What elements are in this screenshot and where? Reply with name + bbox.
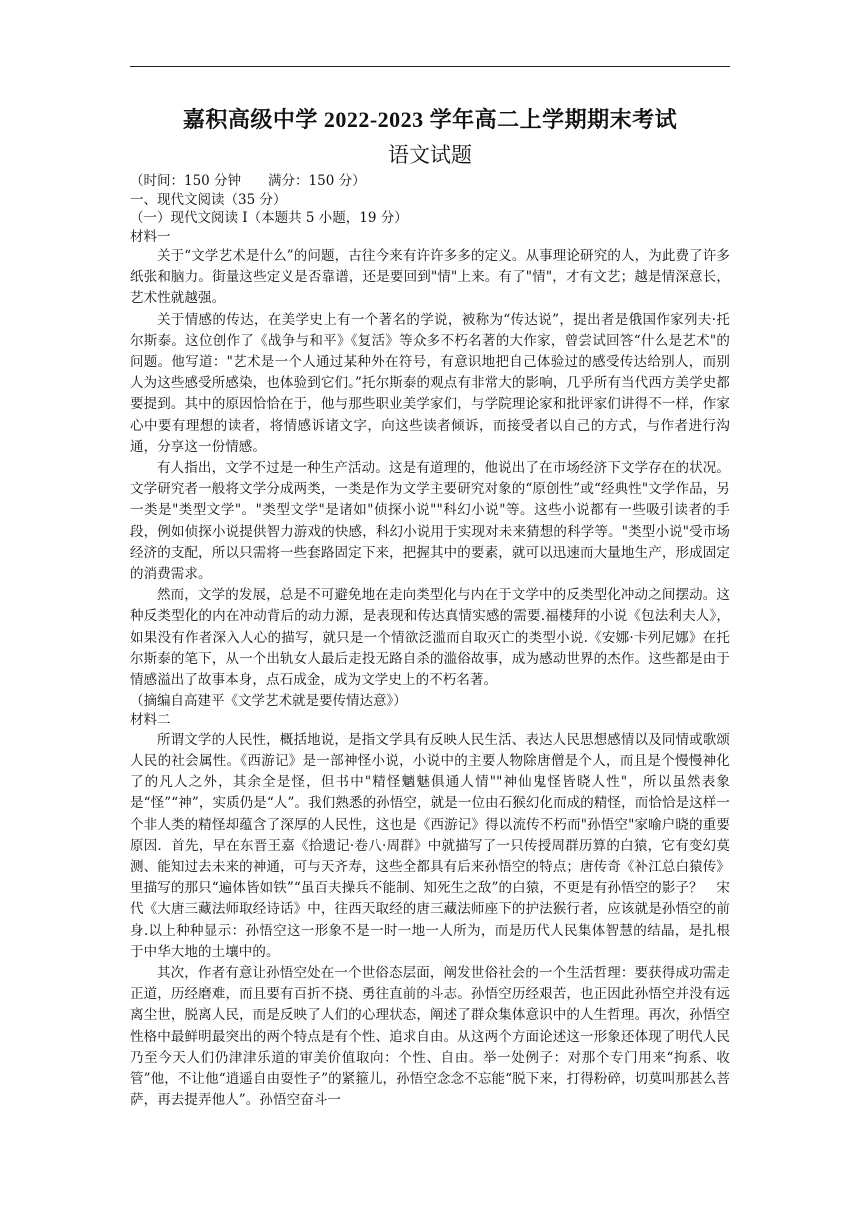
material-1-paragraph: 有人指出，文学不过是一种生产活动。这是有道理的，他说出了在市场经济下文学存在的状况。文学研究者一般将文学分成两类，一类是作为文学主要研究对象的“原创性”或“经典性"文学作品，另一类是"类型文学"。"类型文学"是诸如"侦探小说""科幻小说"等。这些小说都有一些吸引读者的手段，例如侦探小说提供智力游戏的快感，科幻小说用于实现对未来猜想的科学等。"类型小说"受市场经济的支配，所以只需将一些套路固定下来，把握其中的要素，就可以迅速而大量地生产，形成固定的消费需求。 xyxy=(130,460,730,583)
exam-subtitle: 语文试题 xyxy=(388,143,472,167)
material-1-paragraph: 然而，文学的发展，总是不可避免地在走向类型化与内在于文学中的反类型化冲动之间摆动。这种反类型化的内在冲动背后的动力源，是表现和传达真情实感的需要.福楼拜的小说《包法利夫人》，如果没有作者深入人心的描写，就只是一个情欲泛滥而自取灭亡的类型小说.《安娜·卡列尼娜》在托尔斯泰的笔下，从一个出轨女人最后走投无路自杀的滥俗故事，成为感动世界的杰作。这些都是由于情感溢出了故事本身，点石成金，成为文学史上的不朽名著。 xyxy=(130,587,730,689)
exam-title: 嘉积高级中学 2022-2023 学年高二上学期期末考试 xyxy=(182,107,678,132)
material-1-paragraph: 关于情感的传达，在美学史上有一个著名的学说，被称为“传达说”，提出者是俄国作家列夫·托尔斯泰。这位创作了《战争与和平》《复活》等众多不朽名著的大作家，曾尝试回答“什么是艺术"的问题。他写道："艺术是一个人通过某种外在符号，有意识地把自己体验过的感受传达给别人，而别人为这些感受所感染，也体验到它们。”托尔斯泰的观点有非常大的影响，几乎所有当代西方美学史都要提到。其中的原因恰恰在于，他与那些职业美学家们，与学院理论家和批评家们讲得不一样，作家心中要有理想的读者，将情感诉诸文字，向这些读者倾诉，而接受者以自己的方式，与作者进行沟通，分享这一份情感。 xyxy=(130,311,730,455)
material-2-paragraph: 所谓文学的人民性，概括地说，是指文学具有反映人民生活、表达人民思想感情以及同情或歌颂人民的社会属性。《西游记》是一部神怪小说，小说中的主要人物除唐僧是个人，而且是个慢慢神化了的凡人之外，其余全是怪，但书中"精怪魑魅俱通人情""神仙鬼怪皆晓人性"，所以虽然表象是“怪”“神”，实质仍是“人”。我们熟悉的孙悟空，就是一位由石猴幻化而成的精怪，而恰恰是这样一个非人类的精怪却蕴含了深厚的人民性，这也是《西游记》得以流传不朽而"孙悟空"家喻户晓的重要原因．首先，早在东晋王嘉《拾遗记·卷八·周群》中就描写了一只传授周群历算的白猿，它有变幻莫测、能知过去未来的神通，可与天齐寿，这些全都具有后来孙悟空的特点；唐传奇《补江总白猿传》里描写的那只“遍体皆如铁”“虽百夫操兵不能制、知死生之敌”的白猿，不更是有孙悟空的影子？ 宋代《大唐三藏法师取经诗话》中，往西天取经的唐三藏法师座下的护法猴行者，应该就是孙悟空的前身.以上种种显示：孙悟空这一形象不是一时一地一人所为，而是历代人民集体智慧的结晶，是扎根于中华大地的土壤中的。 xyxy=(130,731,730,960)
time-score-info: （时间：150 分钟 满分：150 分） xyxy=(130,173,366,189)
material-1-heading: 材料一 xyxy=(130,228,171,245)
section-heading: 一、现代文阅读（35 分） xyxy=(130,191,287,208)
material-2-paragraph: 其次，作者有意让孙悟空处在一个世俗态层面，阐发世俗社会的一个生活哲理：要获得成功需走正道，历经磨难，而且要有百折不挠、勇往直前的斗志。孙悟空历经艰苦，也正因此孙悟空并没有远离尘世，脱离人民，而是反映了人们的心理状态，阐述了群众集体意识中的人生哲理。再次，孙悟空性格中最鲜明最突出的两个特点是有个性、追求自由。从这两个方面论述这一形象还体现了明代人民乃至今天人们仍津津乐道的审美价值取向：个性、自由。举一处例子：对那个专门用来“拘系、收管”他，不让他“逍遥自由耍性子”的紧箍儿，孙悟空念念不忘能“脱下来，打得粉碎，切莫叫那甚么菩萨，再去提弄他人”。孙悟空奋斗一 xyxy=(130,965,730,1109)
material-1-paragraph: 关于“文学艺术是什么”的问题，古往今来有许许多多的定义。从事理论研究的人，为此费了许多纸张和脑力。街量这些定义是否靠谱，还是要回到"情"上来。有了"情"，才有文艺；越是情深意长，艺术性就越强。 xyxy=(130,248,730,307)
material-2-heading: 材料二 xyxy=(130,712,171,729)
material-1-source: （摘编自高建平《文学艺术就是要传情达意》） xyxy=(130,693,407,710)
top-rule xyxy=(130,66,730,67)
document-body xyxy=(130,104,730,1111)
subsection-heading: （一）现代文阅读 I（本题共 5 小题，19 分） xyxy=(130,210,408,226)
